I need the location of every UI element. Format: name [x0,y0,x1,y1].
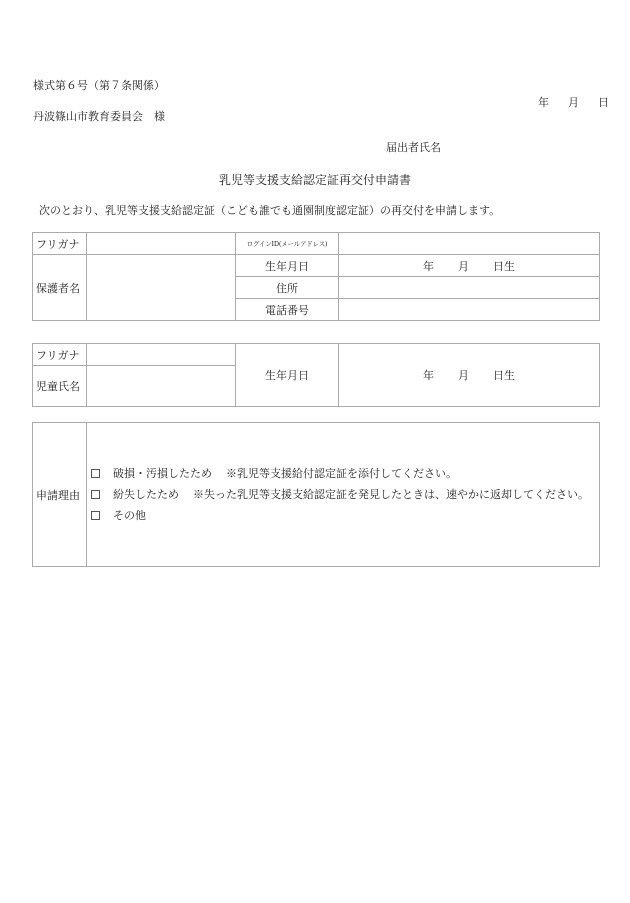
date-line [538,97,609,108]
child-furigana-field[interactable] [87,344,236,366]
child-birthdate-day: 日生 [493,369,515,382]
form-number: 様式第６号（第７条関係） [33,79,165,92]
reason-damaged-text: 破損・汚損したため [113,467,212,480]
document-title: 乳児等支援支給認定証再交付申請書 [218,173,411,187]
birthdate-year: 年 [423,259,434,273]
address-field[interactable] [339,277,600,299]
checkbox-other[interactable] [91,511,100,520]
checkbox-damaged[interactable] [91,469,100,478]
guardian-name-field[interactable] [87,255,236,321]
child-birthdate-label: 生年月日 [236,344,339,407]
child-table [32,343,600,407]
address-label: 住所 [236,277,339,299]
checkbox-lost[interactable] [91,490,100,499]
guardian-birthdate-field[interactable] [339,255,600,277]
guardian-birthdate-label: 生年月日 [236,255,339,277]
date-month-label: 月 [568,96,579,109]
guardian-table [32,232,600,321]
child-birthdate-month: 月 [458,369,469,382]
reason-options [87,423,600,567]
birthdate-day: 日生 [493,259,515,273]
reason-option-other[interactable] [91,505,599,526]
child-birthdate-year: 年 [423,369,434,382]
child-birthdate-field[interactable] [339,344,600,407]
reason-table [32,422,600,567]
phone-label: 電話番号 [236,299,339,321]
reason-label: 申請理由 [33,423,87,567]
guardian-name-label: 保護者名 [33,255,87,321]
login-id-label: ログインID(メールアドレス) [236,233,339,255]
birthdate-month: 月 [458,259,469,273]
child-furigana-label: フリガナ [33,344,87,366]
child-name-field[interactable] [87,366,236,407]
reason-option-lost[interactable] [91,484,599,505]
reason-option-damaged[interactable] [91,463,599,484]
login-id-field[interactable] [339,233,600,255]
intro-text: 次のとおり、乳児等支援支給認定証（こども誰でも通園制度認定証）の再交付を申請します。 [39,204,501,217]
date-day-label: 日 [598,96,609,109]
addressee: 丹波篠山市教育委員会 様 [33,110,165,123]
applicant-name-label: 届出者氏名 [386,141,441,154]
reason-lost-text: 紛失したため [113,488,179,501]
guardian-furigana-label: フリガナ [33,233,87,255]
child-name-label: 児童氏名 [33,366,87,407]
reason-lost-note: ※失った乳児等支援支給認定証を発見したときは、速やかに返却してください。 [193,488,589,501]
guardian-furigana-field[interactable] [87,233,236,255]
phone-field[interactable] [339,299,600,321]
date-year-label: 年 [538,96,549,109]
reason-other-text: その他 [113,509,146,522]
reason-damaged-note: ※乳児等支援給付認定証を添付してください。 [226,467,457,480]
